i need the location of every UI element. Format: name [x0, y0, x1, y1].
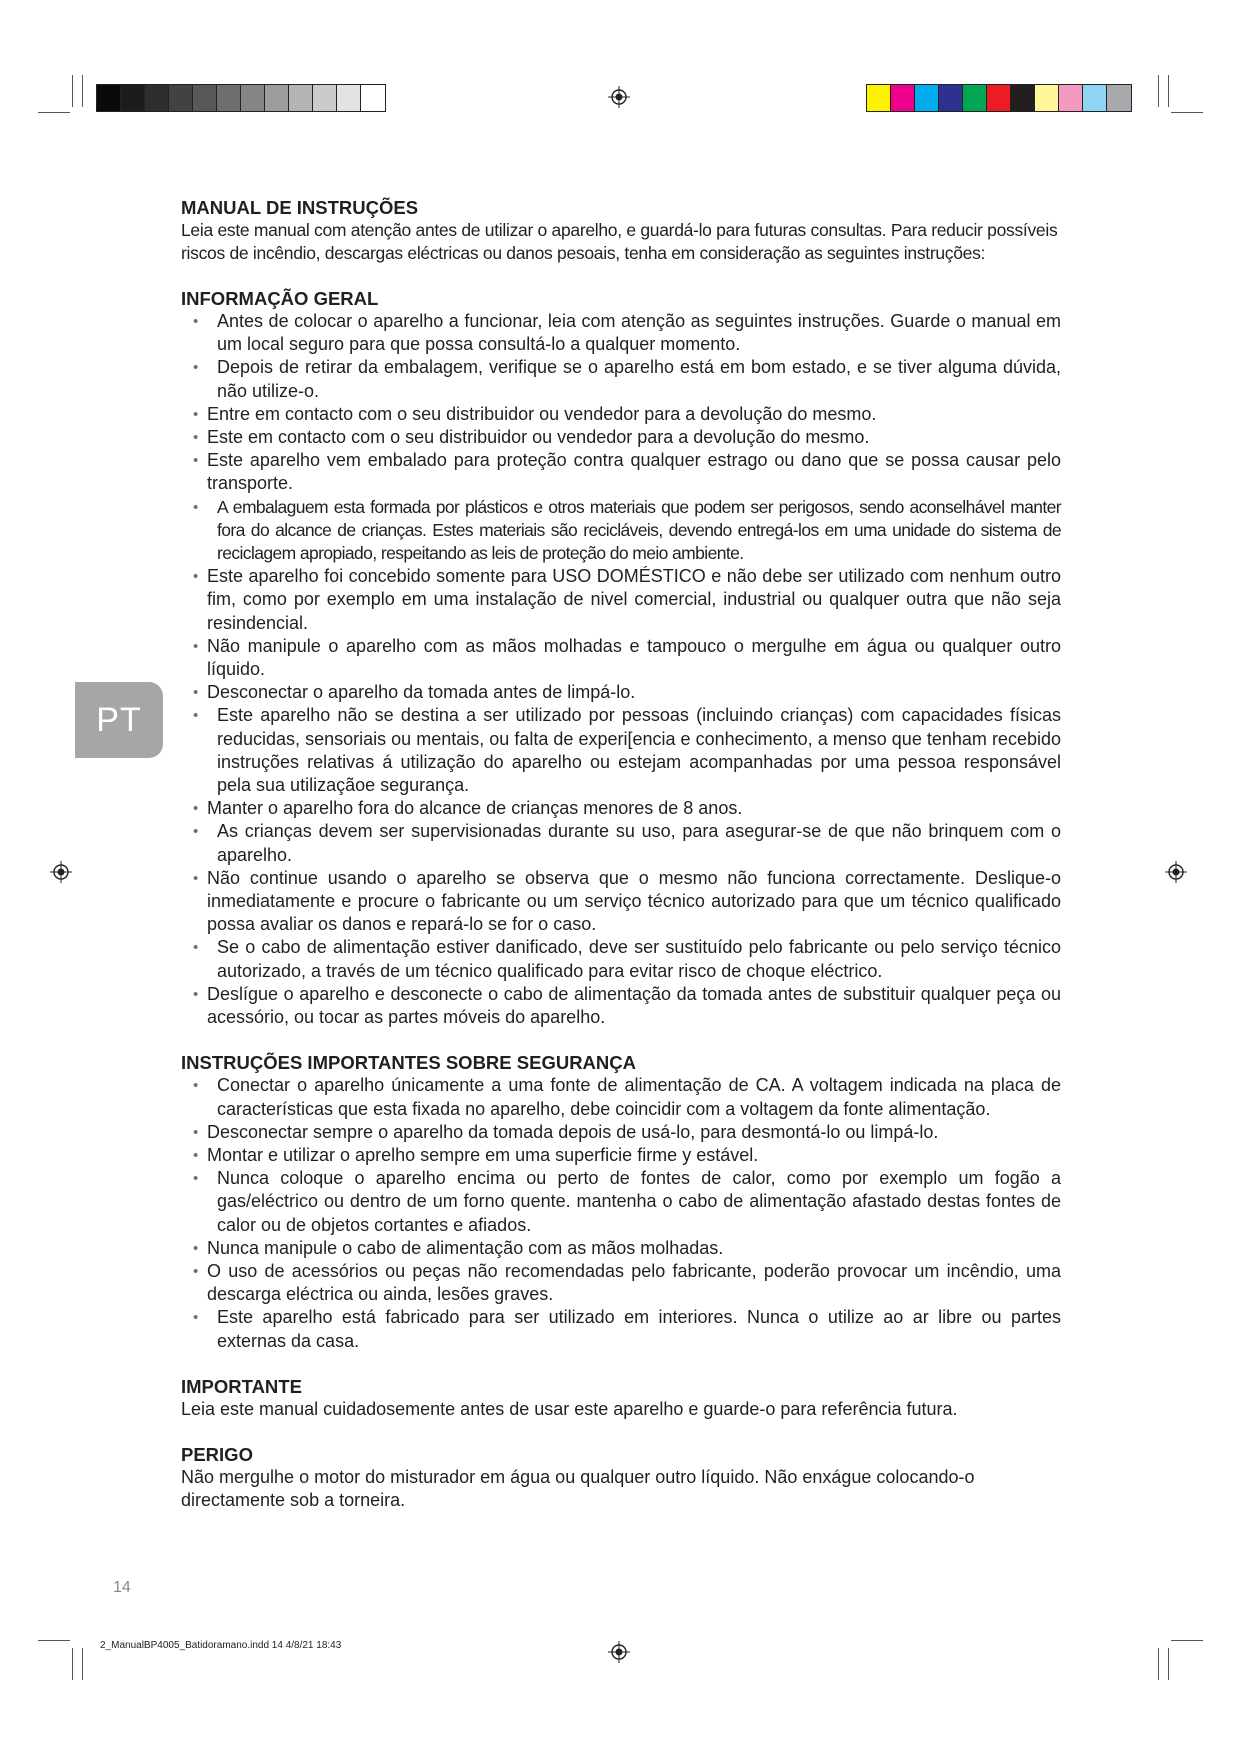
list-item: • Antes de colocar o aparelho a funcionar, leia com atenção as seguintes instruções. Guarde o manual em um local seguro para que possa consultá-lo a qualquer momento. — [181, 310, 1061, 356]
manual-title: MANUAL DE INSTRUÇÕES — [181, 197, 419, 218]
crop-mark-tr-v — [1168, 75, 1169, 107]
color-swatch — [963, 85, 987, 111]
color-swatch — [1083, 85, 1107, 111]
danger-text: Não mergulhe o motor do misturador em água ou qualquer outro líquido. Não enxágue colocando-o directamente sob a torneira. — [181, 1466, 975, 1510]
list-item: • Se o cabo de alimentação estiver danificado, deve ser sustituído pelo fabricante ou pelo serviço técnico autorizado, a través de um técnico qualificado para evitar risco de choque eléctrico. — [181, 936, 1061, 982]
manual-intro-text: Leia este manual com atenção antes de utilizar o aparelho, e guardá-lo para futuras consultas. Para reducir possíveis riscos de incêndio, descargas eléctricas ou danos pesoais, tenha em consideração as seguintes instruções: — [181, 220, 1058, 263]
list-item: • Nunca manipule o cabo de alimentação com as mãos molhadas. — [181, 1237, 1061, 1260]
color-swatch — [1011, 85, 1035, 111]
grayscale-swatch — [97, 85, 121, 111]
crop-mark-bl-h — [38, 1640, 70, 1641]
grayscale-swatch — [361, 85, 385, 111]
language-tab: PT — [75, 682, 163, 758]
crop-mark-tl-v2 — [82, 75, 83, 107]
grayscale-calibration-bar — [96, 84, 386, 112]
list-item: • Nunca coloque o aparelho encima ou perto de fontes de calor, como por exemplo um fogão a gas/eléctrico ou dentro de um forno quente. mantenha o cabo de alimentação afastado destas fontes de calor ou de objetos cortantes e afiados. — [181, 1167, 1061, 1237]
important-section — [181, 1375, 1061, 1421]
grayscale-swatch — [289, 85, 313, 111]
grayscale-swatch — [265, 85, 289, 111]
list-item: • Manter o aparelho fora do alcance de crianças menores de 8 anos. — [181, 797, 1061, 820]
general-info-list — [181, 310, 1061, 1029]
registration-mark-top-icon — [608, 86, 630, 108]
page-number: 14 — [113, 1579, 131, 1596]
color-swatch — [891, 85, 915, 111]
color-swatch — [867, 85, 891, 111]
list-item: • Este aparelho foi concebido somente para USO DOMÉSTICO e não debe ser utilizado com nenhum outro fim, como por exemplo em uma instalação de nivel comercial, industrial ou qualquer outra que não seja resindencial. — [181, 565, 1061, 635]
color-swatch — [1059, 85, 1083, 111]
list-item: • Montar e utilizar o aprelho sempre em uma superficie firme y estável. — [181, 1144, 1061, 1167]
crop-mark-bl-v2 — [82, 1648, 83, 1680]
list-item: • Desconectar o aparelho da tomada antes de limpá-lo. — [181, 681, 1061, 704]
list-item: • Entre em contacto com o seu distribuidor ou vendedor para a devolução do mesmo. — [181, 403, 1061, 426]
color-swatch — [1107, 85, 1131, 111]
list-item: • Este aparelho vem embalado para proteção contra qualquer estrago ou dano que se possa causar pelo transporte. — [181, 449, 1061, 495]
manual-content — [181, 196, 1061, 1534]
crop-mark-tr-h — [1171, 112, 1203, 113]
color-calibration-bar — [866, 84, 1132, 112]
safety-title: INSTRUÇÕES IMPORTANTES SOBRE SEGURANÇA — [181, 1052, 636, 1074]
list-item: • Este aparelho está fabricado para ser utilizado em interiores. Nunca o utilize ao ar libre ou partes externas da casa. — [181, 1306, 1061, 1352]
list-item: • Este em contacto com o seu distribuidor ou vendedor para a devolução do mesmo. — [181, 426, 1061, 449]
grayscale-swatch — [193, 85, 217, 111]
color-swatch — [939, 85, 963, 111]
list-item: • As crianças devem ser supervisionadas durante su uso, para asegurar-se de que não brinquem com o aparelho. — [181, 820, 1061, 866]
grayscale-swatch — [241, 85, 265, 111]
list-item: • O uso de acessórios ou peças não recomendadas pelo fabricante, poderão provocar um incêndio, uma descarga eléctrica ou ainda, lesões graves. — [181, 1260, 1061, 1306]
list-item: • Conectar o aparelho únicamente a uma fonte de alimentação de CA. A voltagem indicada na placa de características que esta fixada no aparelho, debe coincidir com a voltagem da fonte alimentação. — [181, 1074, 1061, 1120]
grayscale-swatch — [217, 85, 241, 111]
crop-mark-bl-v — [72, 1648, 73, 1680]
registration-mark-right-icon — [1165, 861, 1187, 883]
list-item: • Depois de retirar da embalagem, verifique se o aparelho está em bom estado, e se tiver alguma dúvida, não utilize-o. — [181, 356, 1061, 402]
color-swatch — [987, 85, 1011, 111]
grayscale-swatch — [313, 85, 337, 111]
safety-list — [181, 1074, 1061, 1352]
crop-mark-tl-h — [38, 112, 70, 113]
crop-mark-br-v2 — [1158, 1648, 1159, 1680]
grayscale-swatch — [337, 85, 361, 111]
crop-mark-br-h — [1171, 1640, 1203, 1641]
grayscale-swatch — [169, 85, 193, 111]
crop-mark-tr-v2 — [1158, 75, 1159, 107]
general-info-title: INFORMAÇÃO GERAL — [181, 288, 379, 309]
list-item: • Não continue usando o aparelho se observa que o mesmo não funciona correctamente. Deslique-o inmediatamente e procure o fabricante ou um serviço técnico autorizado para que um técnico qualificado possa avaliar os danos e repará-lo se for o caso. — [181, 867, 1061, 937]
crop-mark-br-v — [1168, 1648, 1169, 1680]
color-swatch — [915, 85, 939, 111]
color-swatch — [1035, 85, 1059, 111]
list-item: • Não manipule o aparelho com as mãos molhadas e tampouco o mergulhe em água ou qualquer outro líquido. — [181, 635, 1061, 681]
list-item: • Deslígue o aparelho e desconecte o cabo de alimentação da tomada antes de substituir qualquer peça ou acessório, ou tocar as partes móveis do aparelho. — [181, 983, 1061, 1029]
danger-section — [181, 1443, 1061, 1512]
important-text: Leia este manual cuidadosemente antes de usar este aparelho e guarde-o para referência futura. — [181, 1398, 958, 1419]
important-title: IMPORTANTE — [181, 1375, 302, 1397]
grayscale-swatch — [145, 85, 169, 111]
general-info-section — [181, 287, 1061, 1029]
manual-intro-section — [181, 196, 1061, 265]
registration-mark-bottom-icon — [608, 1641, 630, 1663]
grayscale-swatch — [121, 85, 145, 111]
footer-file-info: 2_ManualBP4005_Batidoramano.indd 14 4/8/21 18:43 — [100, 1640, 342, 1651]
registration-mark-left-icon — [50, 861, 72, 883]
safety-section — [181, 1051, 1061, 1352]
list-item: • Este aparelho não se destina a ser utilizado por pessoas (incluindo crianças) com capacidades físicas reducidas, sensoriais ou mentais, ou falta de experi[encia e conhecimento, a menso que tenham recebido instruções relativas á utilização do aparelho ou estejam acompanhadas por uma pessoa responsável pela sua utilizaçãoe segurança. — [181, 704, 1061, 797]
danger-title: PERIGO — [181, 1443, 253, 1465]
list-item: • A embalaguem esta formada por plásticos e otros materiais que podem ser perigosos, sendo aconselhável manter fora do alcance de crianças. Estes materiais são recicláveis, devendo entregá-los em uma unidade do sistema de reciclagem apropiado, respeitando as leis de proteção do meio ambiente. — [181, 496, 1061, 566]
list-item: • Desconectar sempre o aparelho da tomada depois de usá-lo, para desmontá-lo ou limpá-lo. — [181, 1121, 1061, 1144]
crop-mark-tl-v — [72, 75, 73, 107]
